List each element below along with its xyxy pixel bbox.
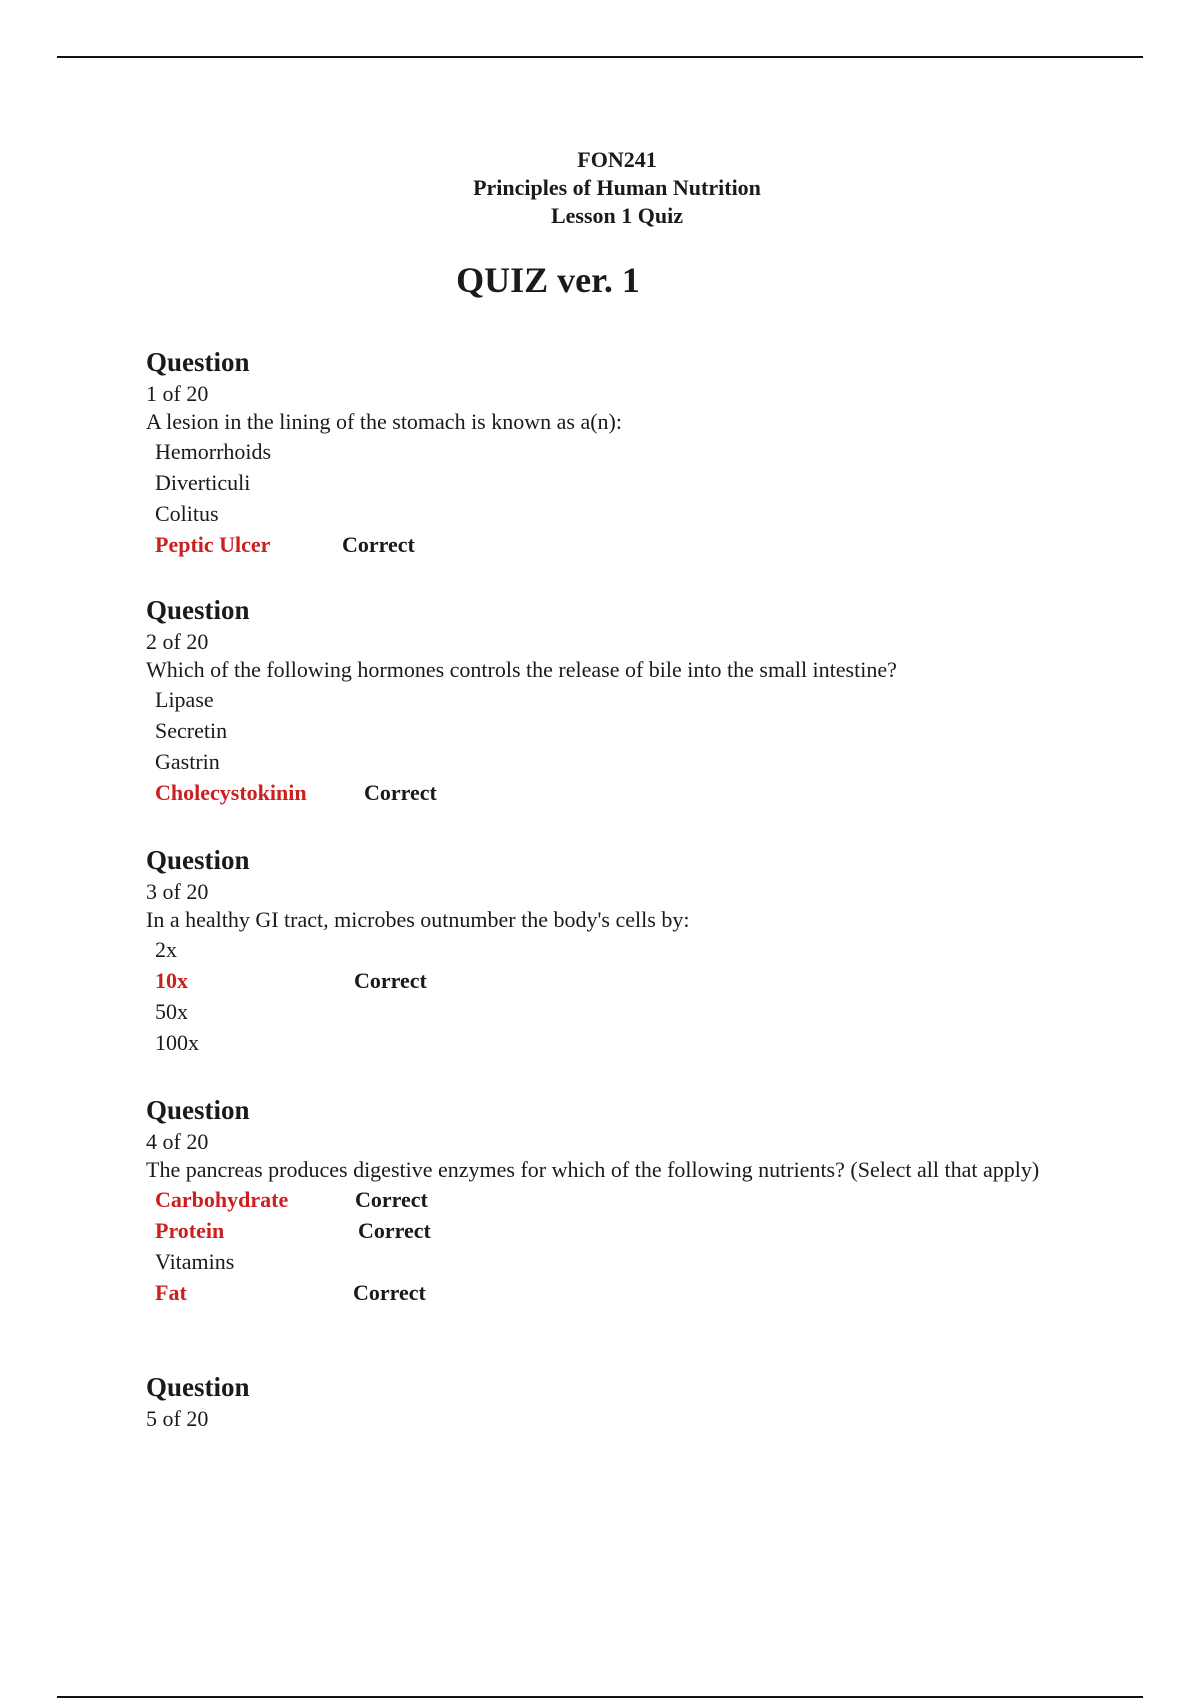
- quiz-title: QUIZ ver. 1: [456, 260, 640, 300]
- answer-option-correct: 10x Correct: [146, 966, 1086, 997]
- question-count: 5 of 20: [146, 1406, 209, 1431]
- question-heading: Question: [146, 347, 250, 377]
- answer-option: 100x: [155, 1030, 199, 1055]
- answer-option-correct: Fat Correct: [146, 1278, 1086, 1309]
- top-rule: [57, 56, 1143, 58]
- answer-option-correct: Carbohydrate Correct: [146, 1185, 1086, 1216]
- correct-feedback: Correct: [358, 1218, 431, 1243]
- question-block: [146, 843, 1086, 1059]
- question-text: A lesion in the lining of the stomach is known as a(n):: [146, 409, 622, 434]
- answer-option: Gastrin: [155, 749, 220, 774]
- question-count: 3 of 20: [146, 879, 209, 904]
- question-count: 2 of 20: [146, 629, 209, 654]
- answer-option: 50x: [155, 999, 188, 1024]
- answer-option: 2x: [155, 937, 177, 962]
- question-text: The pancreas produces digestive enzymes for which of the following nutrients? (Select all that apply): [146, 1157, 1040, 1182]
- question-block: [146, 345, 1086, 561]
- question-count: 4 of 20: [146, 1129, 209, 1154]
- correct-feedback: Correct: [353, 1280, 426, 1305]
- document-header: [0, 146, 1200, 230]
- question-count: 1 of 20: [146, 381, 209, 406]
- answer-option: Lipase: [155, 687, 214, 712]
- correct-feedback: Correct: [342, 532, 415, 557]
- answer-option: Diverticuli: [155, 470, 251, 495]
- question-text: Which of the following hormones controls the release of bile into the small intestine?: [146, 657, 897, 682]
- question-block: [146, 1370, 1086, 1434]
- question-text: In a healthy GI tract, microbes outnumber the body's cells by:: [146, 907, 690, 932]
- answer-option-correct: Peptic Ulcer Correct: [146, 530, 1086, 561]
- answer-option: Colitus: [155, 501, 219, 526]
- answer-option-correct: Protein Correct: [146, 1216, 1086, 1247]
- course-code: FON241: [577, 147, 657, 172]
- answer-option: Secretin: [155, 718, 228, 743]
- question-heading: Question: [146, 1372, 250, 1402]
- answer-option: Hemorrhoids: [155, 439, 272, 464]
- question-heading: Question: [146, 595, 250, 625]
- correct-feedback: Correct: [355, 1187, 428, 1212]
- question-heading: Question: [146, 1095, 250, 1125]
- correct-feedback: Correct: [364, 780, 437, 805]
- question-block: [146, 1093, 1086, 1309]
- answer-option-correct: Cholecystokinin Correct: [146, 778, 1086, 809]
- lesson-title: Lesson 1 Quiz: [550, 203, 684, 228]
- bottom-rule: [57, 1696, 1143, 1698]
- correct-feedback: Correct: [354, 968, 427, 993]
- answer-option: Vitamins: [155, 1249, 235, 1274]
- question-heading: Question: [146, 845, 250, 875]
- question-block: [146, 593, 1086, 809]
- course-name: Principles of Human Nutrition: [473, 175, 761, 200]
